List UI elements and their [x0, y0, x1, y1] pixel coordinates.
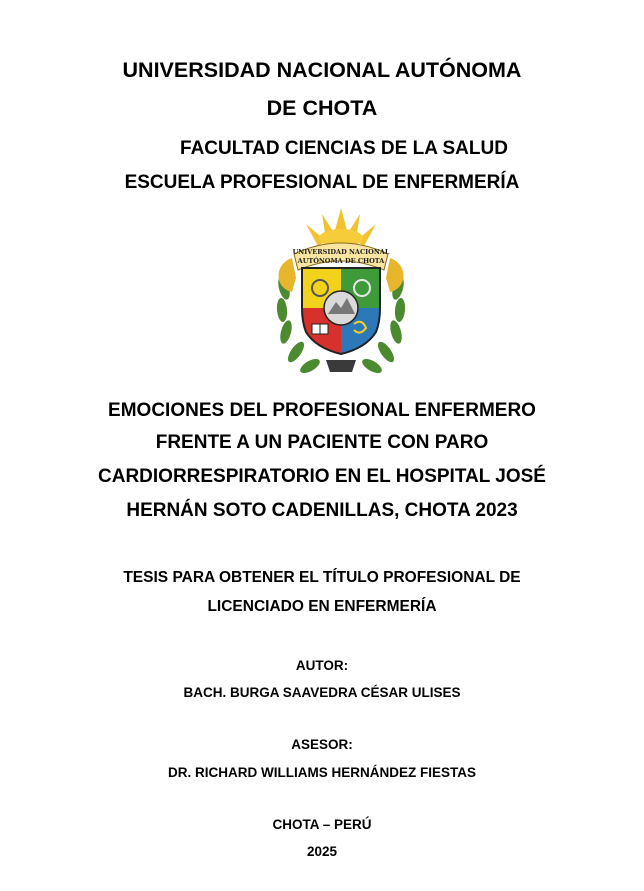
thesis-purpose-line1: TESIS PARA OBTENER EL TÍTULO PROFESIONAL DE — [123, 569, 521, 586]
thesis-title-line3: CARDIORRESPIRATORIO EN EL HOSPITAL JOSÉ — [98, 466, 546, 487]
university-seal-icon — [270, 208, 412, 380]
seal-text-line2: AUTÓNOMA DE CHOTA — [297, 257, 385, 265]
seal-base — [326, 360, 356, 372]
author-label: AUTOR: — [295, 658, 349, 673]
thesis-title-line2: FRENTE A UN PACIENTE CON PARO — [155, 432, 489, 453]
thesis-title-line4: HERNÁN SOTO CADENILLAS, CHOTA 2023 — [126, 500, 518, 521]
footer-place: CHOTA – PERÚ — [272, 817, 372, 832]
advisor-label: ASESOR: — [291, 737, 353, 752]
footer-year: 2025 — [306, 844, 338, 859]
school-name: ESCUELA PROFESIONAL DE ENFERMERÍA — [124, 172, 520, 193]
faculty-name: FACULTAD CIENCIAS DE LA SALUD — [180, 138, 508, 159]
advisor-name: DR. RICHARD WILLIAMS HERNÁNDEZ FIESTAS — [168, 765, 476, 780]
seal-text-line1: UNIVERSIDAD NACIONAL — [292, 248, 390, 256]
seal-shield — [302, 268, 380, 354]
university-name-line1: UNIVERSIDAD NACIONAL AUTÓNOMA — [122, 58, 522, 82]
thesis-title-line1: EMOCIONES DEL PROFESIONAL ENFERMERO — [108, 400, 536, 421]
university-name-line2: DE CHOTA — [266, 96, 378, 120]
author-name: BACH. BURGA SAAVEDRA CÉSAR ULISES — [183, 685, 461, 700]
thesis-purpose-line2: LICENCIADO EN ENFERMERÍA — [207, 598, 437, 615]
